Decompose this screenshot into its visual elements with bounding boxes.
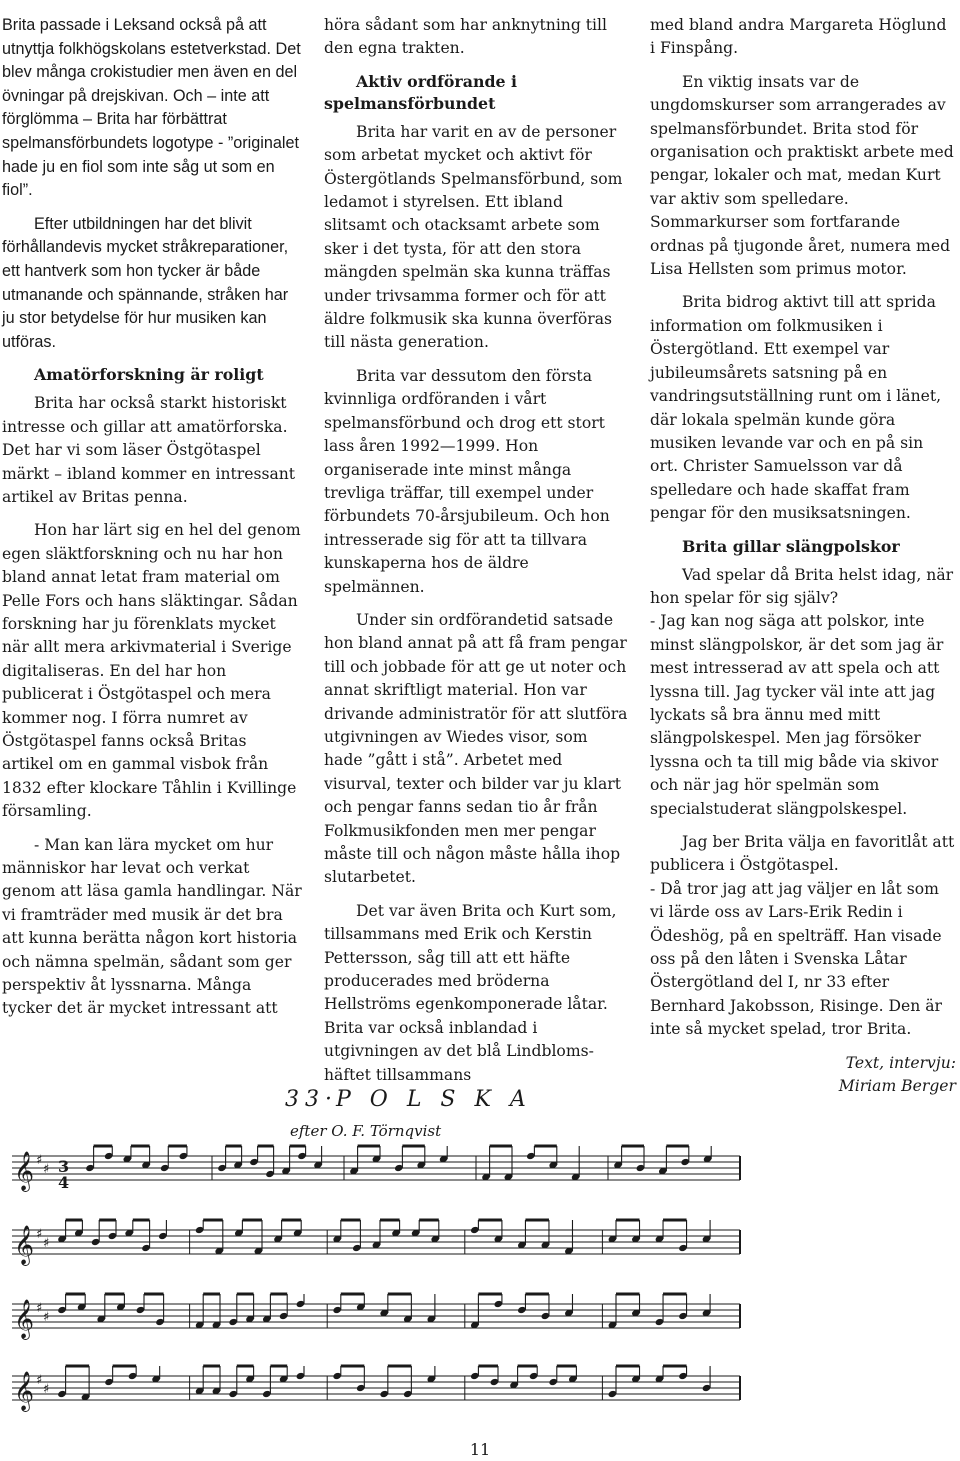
- sharp-icon: ♯: [36, 1373, 43, 1388]
- treble-clef-icon: 𝄞: [14, 1299, 35, 1339]
- staff-group: [12, 1146, 740, 1412]
- paragraph: En viktig insats var de ungdomskurser som arrangerades av spelmansförbundet. Brita stod för organisation och praktiskt arbete med pengar, lokaler och mat, medan Kurt var aktiv som spelledare. Sommarkurser som fortfarande ordnas på tjugonde året, numera med Lisa Hellsten som primus motor.: [650, 72, 954, 279]
- column-1: [2, 14, 302, 1031]
- paragraph: Brita var dessutom den första kvinnliga ordföranden i vårt spelmansförbund och drog ett stort lass åren 1992—1999. Hon organiserade inte minst många trevliga träffar, till exempel under förbundets 70-årsjubileum. Och hon intresserade sig för att ta tillvara kunskaperna hos de äldre spelmännen.: [324, 366, 610, 596]
- sharp-icon: ♯: [43, 1382, 50, 1397]
- paragraph: - Då tror jag att jag väljer en låt som vi lärde oss av Lars-Erik Redin i Ödeshög, på en spelträff. Han visade oss på den låten i Svenska Låtar Östergötland del I, nr 33 efter Bernhard Jakobsson, Risinge. Den är inte så mycket spelad, tror Brita.: [650, 879, 943, 1039]
- credit-author: Miriam Berger: [838, 1077, 956, 1096]
- paragraph: Hon har lärt sig en hel del genom egen släktforskning och nu har hon bland annat letat fram material om Pelle Fors och hans släktingar. Sådan forskning har ju förenklats mycket när allt mera arkivmaterial i Sverige digitaliseras. En del har hon publicerat i Östgötaspel och mera kommer nog. I förra numret av Östgötaspel fanns också Britas artikel om en gammal visbok från 1832 efter klockare Tåhlin i Kvillinge församling.: [2, 521, 301, 821]
- page-number: 11: [469, 1440, 491, 1459]
- column-2: [324, 14, 630, 1097]
- paragraph: Brita har varit en av de personer som arbetat mycket och aktivt för Östergötlands Spelmansförbund, som ledamot i styrelsen. Ett ibland slitsamt och otacksamt arbete som sker i det tysta, för att den stora mängden spelmän ska kunna träffas under trivsamma former och för att äldre folkmusik ska kunna överföras till nästa generation.: [324, 122, 623, 352]
- sharp-icon: ♯: [43, 1162, 50, 1177]
- paragraph: Efter utbildningen har det blivit förhållandevis mycket stråkreparationer, ett hantverk som hon tycker är både utmanande och spännande, stråken har ju stor betydelse för hur musiken kan utföras.: [2, 214, 289, 351]
- sharp-icon: ♯: [36, 1227, 43, 1242]
- paragraph: Under sin ordförandetid satsade hon bland annat på att få fram pengar till och jobbade för att ge ut noter och annat skriftligt material. Hon var drivande administratör för att slutföra utgivningen av Wiedes visor, som hade ”gått i stå”. Arbetet med visurval, texter och bilder var ju klart och pengar fanns sedan tio år från Folkmusikfonden men mer pengar måste till och någon måste hålla ihop slutarbetet.: [324, 610, 628, 887]
- sharp-icon: ♯: [36, 1153, 43, 1168]
- treble-clef-icon: 𝄞: [14, 1225, 35, 1265]
- sharp-icon: ♯: [36, 1301, 43, 1316]
- paragraph: Brita har också starkt historiskt intresse och gillar att amatörforska. Det har vi som läser Östgötaspel märkt – ibland kommer en intressant artikel av Britas penna.: [2, 394, 296, 506]
- paragraph: Brita passade i Leksand också på att utnyttja folkhögskolans estetverkstad. Det blev många crokistudier men även en del övningar på drejskivan. Och – inte att förglömma – Brita har förbättrat spelmansförbundets logotype - ”originalet hade ju en fiol som inte såg ut som en fiol”.: [2, 16, 301, 200]
- sharp-icon: ♯: [43, 1236, 50, 1251]
- paragraph: höra sådant som har anknytning till den egna trakten.: [324, 16, 608, 58]
- credit-label: Text, intervju:: [845, 1053, 956, 1072]
- sharp-icon: ♯: [43, 1310, 50, 1325]
- column-3: [650, 14, 956, 1098]
- treble-clef-icon: 𝄞: [14, 1151, 35, 1191]
- paragraph: Brita bidrog aktivt till att sprida information om folkmusiken i Östergötland. Ett exempel var jubileumsårets satsning på en vandringsutställning runt om i länet, där lokala spelmän kunde göra musiken levande var och en på sin ort. Christer Samuelsson var då spelledare och hade skaffat fram pengar för den musiksatsningen.: [650, 293, 942, 523]
- section-heading: Aktiv ordförande i spelmansförbundet: [324, 71, 518, 113]
- paragraph: Vad spelar då Brita helst idag, när hon spelar för sig själv?: [650, 565, 954, 607]
- paragraph: - Man kan lära mycket om hur människor har levat och verkat genom att läsa gamla handlingar. När vi framträder med musik är det bra att kunna berätta någon kort historia och nämna spelmän, sådant som ger perspektiv åt lyssnarna. Många tycker det är mycket intressant att: [2, 835, 302, 1018]
- paragraph: Jag ber Brita välja en favoritlåt att publicera i Östgötaspel.: [650, 833, 955, 875]
- paragraph: med bland andra Margareta Höglund i Finspång.: [650, 16, 947, 58]
- tune-title: P O L S K A: [336, 1087, 532, 1112]
- sheet-music: [0, 1074, 760, 1434]
- paragraph: Det var även Brita och Kurt som, tillsammans med Erik och Kerstin Pettersson, såg till att ett häfte producerades med bröderna Hellströms egenkomponerade låtar. Brita var också inblandad i utgivningen av det blå Lindbloms-häftet tillsammans: [324, 901, 617, 1084]
- time-signature-bottom: 4: [58, 1173, 70, 1192]
- tune-subtitle: efter O. F. Törnqvist: [290, 1122, 442, 1140]
- tune-number: 33·: [285, 1087, 338, 1112]
- section-heading: Brita gillar slängpolskor: [682, 536, 900, 556]
- treble-clef-icon: 𝄞: [14, 1371, 35, 1411]
- section-heading: Amatörforskning är roligt: [34, 365, 264, 385]
- time-signature-top: 3: [58, 1157, 70, 1176]
- paragraph: - Jag kan nog säga att polskor, inte minst slängpolskor, är det som jag är mest intresserad av att spela och att lyssna till. Jag tycker väl inte att jag lyckats så bra ännu med mitt slängpolskespel. Men jag försöker lyssna och ta till mig både via skivor och när jag hör spelmän som specialstuderat slängpolskespel.: [650, 612, 944, 818]
